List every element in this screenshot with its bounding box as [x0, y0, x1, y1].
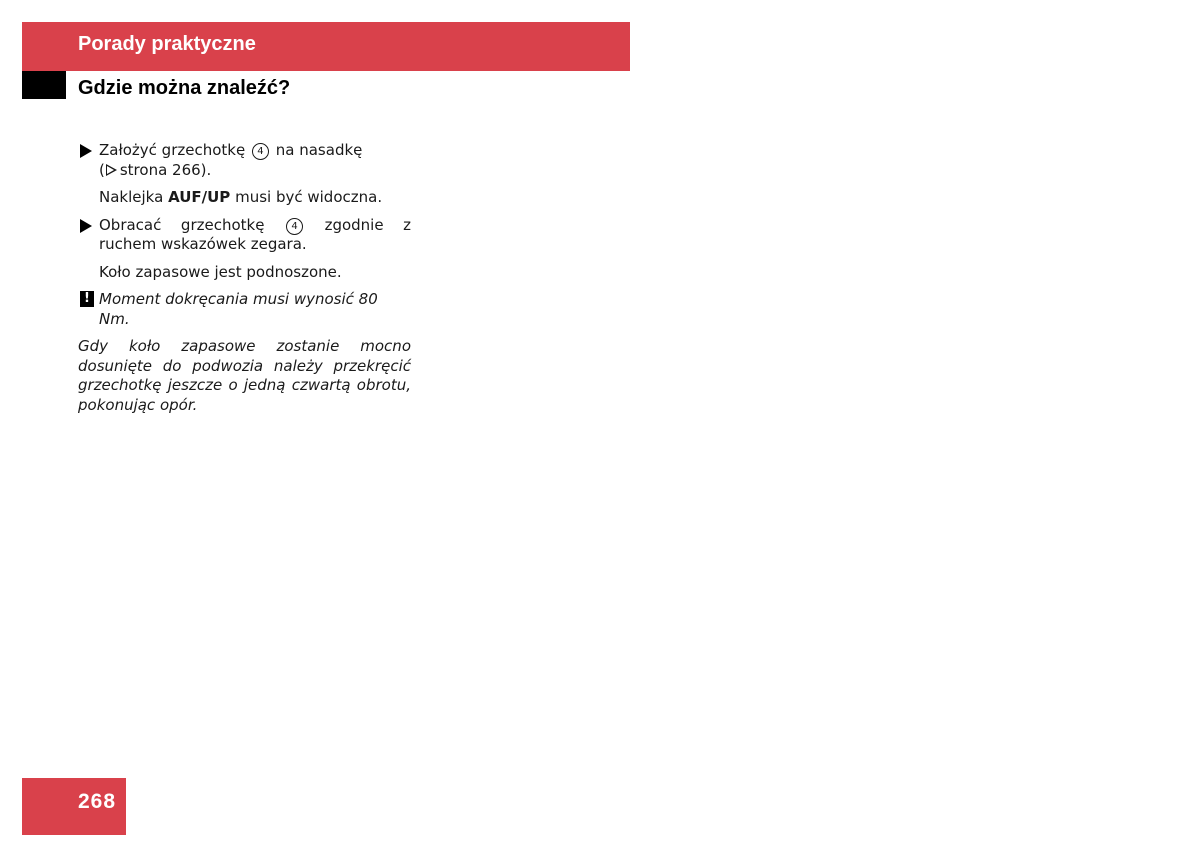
section-marker: [22, 71, 66, 99]
step-text: na nasadkę: [275, 141, 363, 159]
result-text: musi być widoczna.: [235, 188, 383, 206]
note-text: Moment dokręcania musi wynosić 80 Nm.: [99, 290, 378, 328]
step-text: Założyć grzechotkę: [99, 141, 246, 159]
step-text: Obracać grzechotkę: [99, 215, 265, 234]
callout-number-icon: 4: [286, 218, 303, 235]
callout-number-icon: 4: [252, 143, 269, 160]
step-2: [78, 216, 411, 255]
step-arrow-icon: [80, 144, 92, 158]
result-text: Naklejka: [99, 188, 164, 206]
step-1: [78, 141, 411, 180]
label-text: AUF/UP: [168, 188, 231, 206]
step-1-result: [78, 188, 411, 208]
section-title: Gdzie można znaleźć?: [78, 77, 291, 99]
page-reference: strona 266).: [119, 160, 212, 179]
step-text: (: [99, 160, 105, 179]
step-2-result: Koło zapasowe jest podnoszone.: [99, 262, 342, 281]
step-text: zgodnie z ruchem wskazówek zegara.: [99, 215, 411, 253]
page-number: 268: [78, 790, 117, 813]
chapter-title: Porady praktyczne: [78, 33, 256, 55]
content: [78, 141, 411, 415]
step-arrow-icon: [80, 219, 92, 233]
page-reference-icon: [106, 164, 117, 176]
warning-icon: !: [80, 291, 94, 307]
warning-note: [78, 290, 411, 329]
detail-paragraph: Gdy koło zapasowe zostanie mocno dosunięte do podwozia należy przekręcić grzechotkę jeszcze o jedną czwartą obrotu, pokonując opór.: [78, 337, 411, 414]
